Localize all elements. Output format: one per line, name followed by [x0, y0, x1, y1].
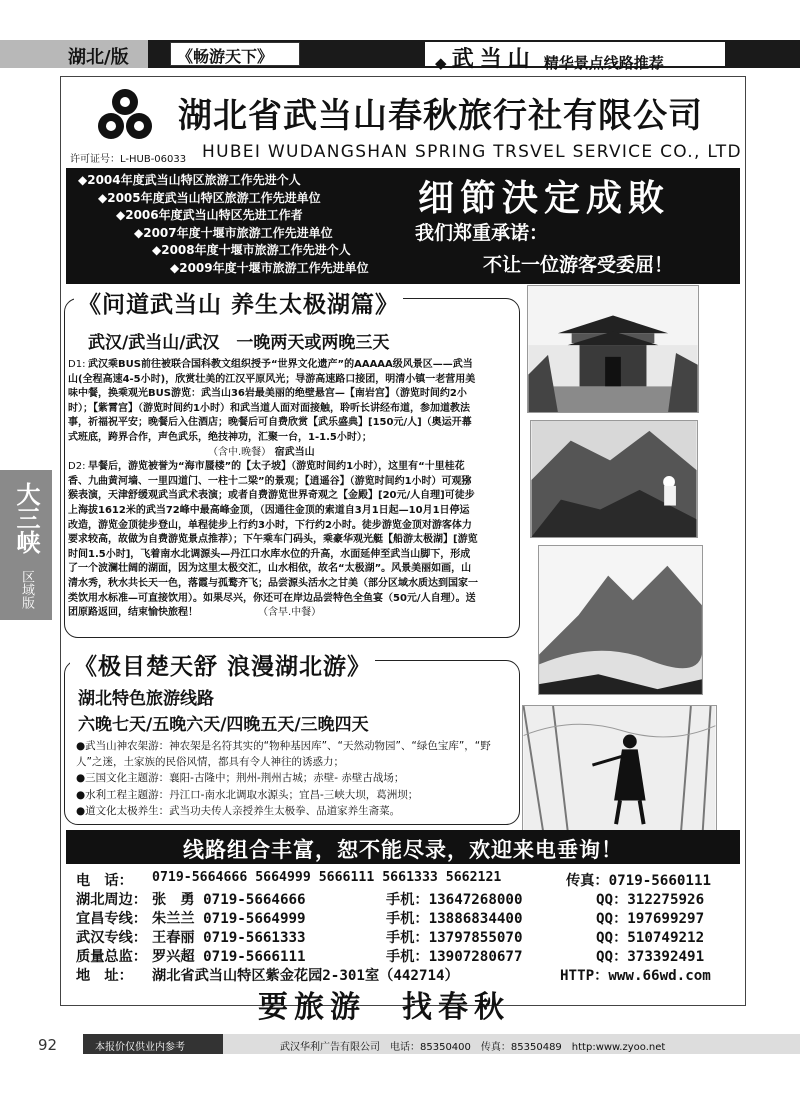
- honor-item: ◆2008年度十堰市旅游工作先进个人: [152, 243, 351, 257]
- contact-fax: 传真：0719-5660111: [566, 873, 712, 889]
- contact-name-phone: 张 勇 0719-5664666: [152, 892, 306, 908]
- honor-item: ◆2006年度武当山特区先进工作者: [116, 208, 303, 222]
- contact-label: 武汉专线：: [76, 930, 147, 946]
- column-tag: 《畅游天下》: [170, 42, 300, 66]
- day-1-text: 武汉乘BUS前往被联合国科教文组织授予“世界文化遗产”的AAAAA级风景区——武当山(全程高速4-5小时)，欣赏壮美的江汉平原风光；导游高速路口接团，明清小镇一老营用美味中餐，换乘观光BUS游览：武当山36岩最美丽的绝壁悬宫—【南岩宫】（游览时间约2小时）；【紫霄宫】（游览时间约1小时）和武当道人面对面接触，聆听长讲经布道，参加道教法事，祈福祝平安；晚餐后入住酒店；晚餐后可自费欣赏【武乐盛典】[150元/人]（奥运开幕式班底，跨界合作，声色武乐，绝技神功，汇聚一台，1-1.5小时）；: [68, 359, 476, 443]
- contact-label: 地 址：: [76, 968, 133, 984]
- contact-label: 质量总监：: [76, 949, 147, 965]
- inquiry-banner: 线路组合丰富，恕不能尽录，欢迎来电垂询！: [66, 830, 740, 864]
- diamond-icon: ◆: [435, 54, 452, 72]
- promise-line-2: 不让一位游客受委屈！: [483, 254, 674, 276]
- bottom-slogan: 要旅游 找春秋: [258, 990, 510, 1025]
- day-2: [68, 460, 478, 621]
- contact-row: [76, 908, 736, 927]
- region-sidebar: [0, 470, 52, 620]
- itinerary: [68, 358, 478, 621]
- honor-item: ◆2007年度十堰市旅游工作先进单位: [134, 225, 333, 240]
- honor-item: ◆2004年度武当山特区旅游工作先进个人: [78, 173, 301, 187]
- day-1: [68, 358, 478, 460]
- hubei-routes-duration: 六晚七天/五晚六天/四晚五天/三晚四天: [78, 715, 369, 735]
- contact-name-phone: 王春丽 0719-5661333: [152, 930, 306, 946]
- contact-address: 湖北省武当山特区紫金花园2-301室（442714）: [152, 968, 459, 984]
- contact-mobile: 手机：13886834400: [386, 911, 523, 927]
- section-hubei-title: 《极目楚天舒 浪漫湖北游》: [70, 648, 375, 681]
- footer-publisher-info: 武汉华利广告有限公司 电话：85350400 传真：85350489 http:www.zyoo.net: [280, 1042, 666, 1053]
- feature-subtitle: 精华景点线路推荐: [543, 54, 664, 72]
- day-1-label: D1:: [68, 359, 86, 370]
- contact-phones: 0719-5664666 5664999 5666111 5661333 5662121: [152, 870, 502, 885]
- honor-item: ◆2005年度武当山特区旅游工作先进单位: [98, 190, 321, 205]
- promise-line-1: 我们郑重承诺：: [415, 222, 549, 244]
- edition-tag: 湖北/版: [0, 40, 148, 68]
- contact-mobile: 手机：13647268000: [386, 892, 523, 908]
- contact-qq: QQ：197699297: [596, 911, 705, 927]
- contact-name-phone: 朱兰兰 0719-5664999: [152, 911, 306, 927]
- contact-row: [76, 889, 736, 908]
- mountain-peak-photo: [530, 420, 698, 538]
- footer-note: 本报价仅供业内参考: [83, 1034, 223, 1054]
- contact-row: [76, 946, 736, 965]
- contact-mobile: 手机：13797855070: [386, 930, 523, 946]
- slogan: 细節決定成敗: [418, 177, 671, 219]
- page-number: 92: [38, 1036, 58, 1054]
- contact-label: 宜昌专线：: [76, 911, 147, 927]
- temple-photo: [527, 285, 699, 413]
- license-number: 许可证号：L-HUB-06033: [70, 154, 187, 165]
- contact-row: [76, 870, 736, 889]
- sidebar-title: 大三峡: [12, 482, 41, 554]
- section-wudang-title: 《问道武当山 养生太极湖篇》: [74, 286, 403, 319]
- feature-tag: [425, 42, 725, 72]
- day-2-text: 早餐后，游览被誉为“海市蜃楼”的【太子坡】（游览时间约1小时），这里有“十里桂花香、九曲黄河墙、一里四道门、一柱十二梁”的景观；【逍遥谷】（游览时间约1小时）可观猕猴表演，天津舒缓观武当武术表演；或者自费游览世界奇观之【金殿】[20元/人自理]可徒步上海拔1612米的武当72峰中最高峰金顶，（因通往金顶的索道自3月1日起—10月1日停运改造，游览金顶徒步登山，单程徒步上行约3小时，下行约2小时。徒步游览金顶对游客体力要求较高，故做为自费游览景点推荐）；下午乘车门码头，乘豪华观光艇【船游太极湖】[游览时间1.5小时]，飞着南水北调源头—丹江口水库水位的升高，水面延伸至武当山脚下，形成了一个波澜壮阔的湖面，因为这里太极交汇，山水相依，故名“太极湖”。风景美丽如画，山清水秀，秋水共长天一色，落霞与孤鹜齐飞；品尝源头活水之甘美（部分区域水质达到国家一类饮用水标准—可直接饮用）。如果尽兴，你还可在岸边品尝特色全鱼宴（50元/人自理）。送团原路返回，结束愉快旅程！: [68, 461, 478, 619]
- honor-item: ◆2009年度十堰市旅游工作先进单位: [170, 260, 369, 275]
- route-title: 武汉/武当山/武汉 一晚两天或两晚三天: [88, 333, 390, 353]
- contact-name-phone: 罗兴超 0719-5666111: [152, 949, 306, 965]
- day-2-meal: （含早.中餐）: [258, 607, 322, 619]
- route-item: ●道文化太极养生：武当功夫传人亲授养生太极拳、品道家养生斋菜。: [76, 804, 401, 817]
- contact-mobile: 手机：13907280677: [386, 949, 523, 965]
- contact-list: [76, 870, 736, 984]
- company-name: 湖北省武当山春秋旅行社有限公司: [178, 96, 703, 136]
- day-2-label: D2:: [68, 461, 86, 473]
- feature-title: 武当山: [451, 46, 536, 72]
- contact-row: [76, 927, 736, 946]
- route-item: ●武当山神农架游：神农架是名符其实的“物种基因库”、“天然动物园”、“绿色宝库”，“野人”之迷，土家族的民俗风情，都具有令人神往的诱惑力；: [76, 740, 491, 769]
- day-1-meal: （含中.晚餐）: [208, 446, 272, 458]
- sidebar-subtitle: 区域版: [19, 569, 34, 609]
- route-list: [76, 738, 506, 819]
- hubei-routes-title: 湖北特色旅游线路: [78, 689, 214, 709]
- taichi-snow-photo: [522, 705, 717, 833]
- cloud-mountain-photo: [538, 545, 703, 695]
- route-item: ●三国文化主题游：襄阳-古隆中；荆州-荆州古城；赤壁- 赤壁古战场；: [76, 772, 405, 785]
- company-logo-icon: [96, 86, 154, 144]
- contact-qq: QQ：510749212: [596, 930, 705, 946]
- day-1-hotel: 宿武当山: [274, 446, 315, 458]
- contact-qq: QQ：373392491: [596, 949, 705, 965]
- route-item: ●水利工程主题游：丹江口-南水北调取水源头；宜昌-三峡大坝，葛洲坝；: [76, 788, 419, 801]
- contact-label: 湖北周边：: [76, 892, 147, 908]
- contact-qq: QQ：312275926: [596, 892, 705, 908]
- contact-website[interactable]: HTTP：www.66wd.com: [560, 968, 711, 984]
- contact-label: 电 话：: [76, 873, 133, 889]
- company-name-en: HUBEI WUDANGSHAN SPRING TRSVEL SERVICE CO., LTD: [202, 142, 742, 162]
